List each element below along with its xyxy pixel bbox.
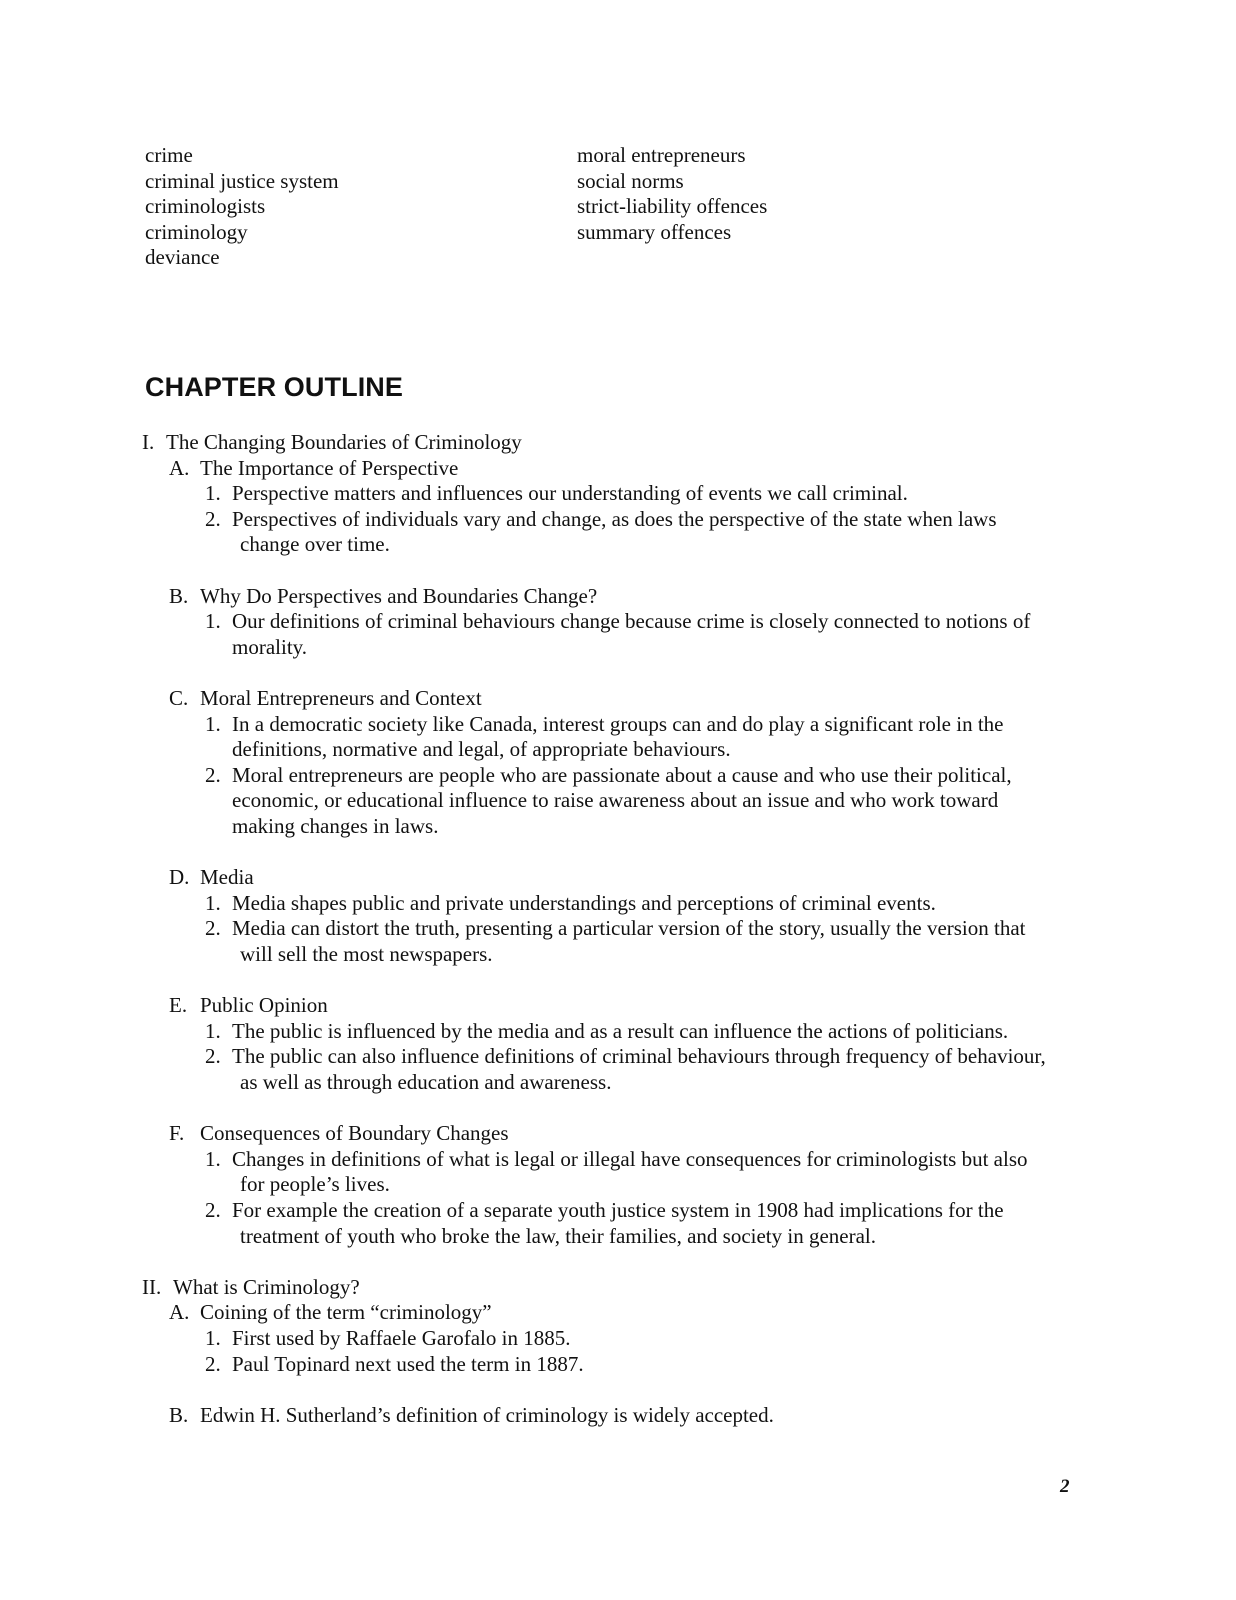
outline-subsection-marker: A.	[169, 1300, 190, 1325]
outline-item-marker: 1.	[205, 890, 221, 915]
outline-subsection-text: The Importance of Perspective	[200, 455, 459, 480]
outline-item-marker: 2.	[205, 1351, 221, 1376]
outline-item-text: First used by Raffaele Garofalo in 1885.	[232, 1326, 571, 1350]
outline-subsection-text: Moral Entrepreneurs and Context	[200, 686, 482, 710]
key-term: social norms	[577, 168, 684, 193]
key-term: moral entrepreneurs	[577, 143, 746, 167]
outline-item-marker: 2.	[205, 762, 221, 787]
key-term: criminology	[145, 219, 248, 244]
outline-item-continuation-text: as well as through education and awareness.	[240, 1070, 612, 1094]
key-terms-right-column	[577, 143, 767, 245]
outline-subsection-text: Public Opinion	[200, 993, 328, 1018]
outline-item-continuation-text: morality.	[232, 634, 308, 659]
outline-item-text: Media shapes public and private understandings and perceptions of criminal events.	[232, 890, 936, 915]
page-number: 2	[1060, 1476, 1070, 1497]
key-term: criminal justice system	[145, 168, 339, 193]
outline-item-marker: 2.	[205, 506, 221, 531]
outline-item-text: In a democratic society like Canada, interest groups can and do play a significant role in the	[232, 711, 1004, 736]
key-term: strict-liability offences	[577, 194, 768, 218]
outline-subsection-marker: C.	[169, 686, 189, 710]
outline-item-text: Perspectives of individuals vary and change, as does the perspective of the state when laws	[232, 506, 997, 531]
chapter-outline-heading: CHAPTER OUTLINE	[145, 372, 403, 402]
outline-item-marker: 1.	[205, 609, 221, 634]
outline-subsection-marker: D.	[169, 865, 190, 890]
outline-item-text: The public is influenced by the media and as a result can influence the actions of politicians.	[232, 1018, 1009, 1043]
outline-subsection-text: Coining of the term “criminology”	[200, 1300, 492, 1325]
key-terms-left-column	[145, 143, 339, 271]
outline-item-continuation-text: change over time.	[240, 532, 390, 557]
outline-subsection-marker: A.	[169, 455, 190, 480]
outline-item-text: Perspective matters and influences our understanding of events we call criminal.	[232, 481, 908, 506]
key-term: deviance	[145, 245, 220, 269]
outline-item-text: Changes in definitions of what is legal or illegal have consequences for criminologists but also	[232, 1146, 1028, 1171]
outline-section-marker: II.	[142, 1274, 162, 1299]
outline-item-continuation-text: definitions, normative and legal, of appropriate behaviours.	[232, 737, 731, 762]
outline-section-marker: I.	[142, 430, 155, 454]
outline-subsection-marker: F.	[169, 1121, 185, 1146]
outline-item-marker: 2.	[205, 916, 221, 941]
outline-section-text: The Changing Boundaries of Criminology	[166, 430, 522, 454]
outline-item-marker: 1.	[205, 1018, 221, 1043]
outline-item-marker: 1.	[205, 711, 221, 736]
outline-item-continuation-text: will sell the most newspapers.	[240, 942, 493, 966]
key-term: criminologists	[145, 194, 266, 218]
outline-item-continuation-text: for people’s lives.	[240, 1172, 390, 1197]
outline-item-marker: 2.	[205, 1198, 221, 1222]
outline-subsection-marker: E.	[169, 993, 188, 1018]
outline-subsection-text: Edwin H. Sutherland’s definition of criminology is widely accepted.	[200, 1402, 774, 1427]
outline-item-continuation-text: treatment of youth who broke the law, their families, and society in general.	[240, 1223, 877, 1248]
outline-item-marker: 1.	[205, 1146, 221, 1171]
outline-subsection-marker: B.	[169, 583, 189, 608]
outline-subsection-text: Consequences of Boundary Changes	[200, 1121, 509, 1146]
outline-item-marker: 2.	[205, 1044, 221, 1069]
outline-item-text: Media can distort the truth, presenting a particular version of the story, usually the version that	[232, 916, 1026, 941]
outline-item-text: Moral entrepreneurs are people who are passionate about a cause and who use their political,	[232, 762, 1012, 787]
outline-item-marker: 1.	[205, 1326, 221, 1350]
outline-item-continuation-text: making changes in laws.	[232, 814, 439, 838]
outline-subsection-text: Media	[200, 865, 254, 890]
outline-subsection-text: Why Do Perspectives and Boundaries Change?	[200, 583, 598, 608]
key-term: summary offences	[577, 219, 732, 244]
outline-item-text: The public can also influence definitions of criminal behaviours through frequency of behaviour,	[232, 1044, 1046, 1069]
outline-item-text: For example the creation of a separate youth justice system in 1908 had implications for the	[232, 1198, 1004, 1222]
outline-item-continuation-text: economic, or educational influence to raise awareness about an issue and who work toward	[232, 788, 999, 813]
outline-section-text: What is Criminology?	[173, 1274, 360, 1299]
outline-item-text: Our definitions of criminal behaviours change because crime is closely connected to notions of	[232, 609, 1031, 634]
outline-subsection-marker: B.	[169, 1402, 189, 1427]
outline-item-text: Paul Topinard next used the term in 1887.	[232, 1351, 584, 1376]
key-term: crime	[145, 143, 193, 167]
outline-item-marker: 1.	[205, 481, 221, 506]
